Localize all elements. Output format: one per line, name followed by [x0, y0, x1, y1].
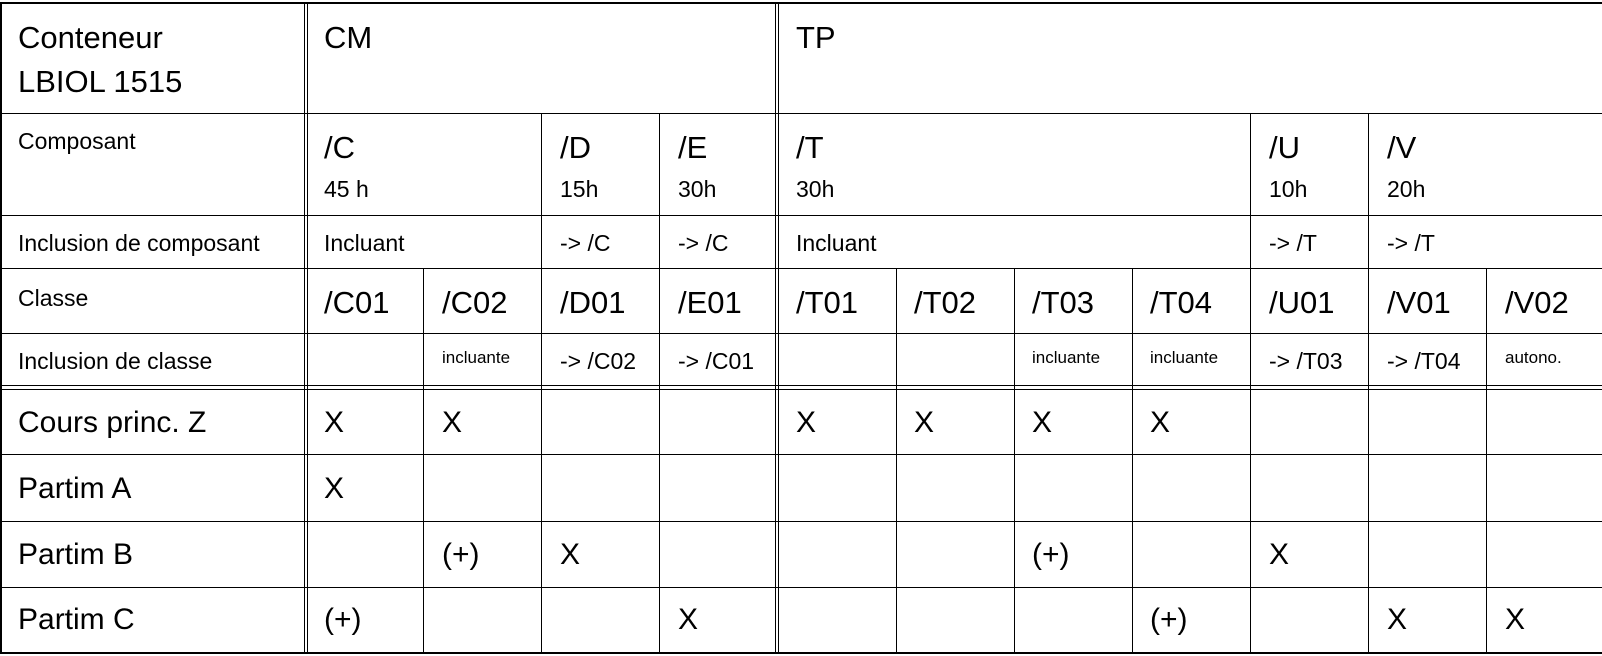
- group-tp: TP: [796, 20, 836, 55]
- inclusion-composant-label: Inclusion de composant: [18, 230, 260, 256]
- container-code: LBIOL 1515: [18, 64, 183, 99]
- grid-line: [1250, 113, 1251, 654]
- grid-line: [0, 389, 1602, 390]
- row-cell: X: [560, 538, 581, 571]
- grid-line: [304, 2, 305, 654]
- row-cell: X: [1150, 406, 1171, 439]
- classe-code: /T02: [914, 285, 977, 320]
- row-cell: X: [1387, 603, 1408, 636]
- grid-line: [0, 652, 1602, 654]
- inclusion-classe-value: incluante: [442, 348, 511, 367]
- classe-code: /T04: [1150, 285, 1213, 320]
- grid-line: [307, 2, 308, 654]
- row-cell: X: [442, 406, 463, 439]
- inclusion-composant-value: Incluant: [324, 230, 405, 256]
- grid-line: [0, 2, 1602, 4]
- row-cell: X: [324, 406, 345, 439]
- inclusion-composant-value: Incluant: [796, 230, 877, 256]
- composant-code: /T: [796, 130, 824, 165]
- grid-line: [541, 113, 542, 654]
- grid-line: [0, 521, 1602, 522]
- classe-code: /D01: [560, 285, 626, 320]
- composant-code: /V: [1387, 130, 1417, 165]
- inclusion-composant-value: -> /T: [1387, 230, 1435, 256]
- grid-line: [0, 333, 1602, 334]
- grid-line: [0, 113, 1602, 114]
- inclusion-composant-value: -> /T: [1269, 230, 1317, 256]
- group-cm: CM: [324, 20, 373, 55]
- grid-line: [778, 2, 779, 654]
- composant-code: /D: [560, 130, 591, 165]
- grid-line: [0, 2, 2, 654]
- inclusion-classe-value: -> /C01: [678, 348, 755, 374]
- grid-line: [1132, 268, 1133, 654]
- inclusion-classe-value: incluante: [1032, 348, 1101, 367]
- classe-code: /E01: [678, 285, 742, 320]
- inclusion-composant-value: -> /C: [678, 230, 729, 256]
- grid-line: [0, 215, 1602, 216]
- inclusion-classe-value: -> /T03: [1269, 348, 1343, 374]
- row-label: Cours princ. Z: [18, 406, 207, 439]
- row-cell: X: [1269, 538, 1290, 571]
- row-cell: X: [324, 472, 345, 505]
- grid-line: [0, 268, 1602, 269]
- composant-hours: 15h: [560, 176, 599, 202]
- inclusion-classe-label: Inclusion de classe: [18, 348, 213, 374]
- container-label: Conteneur: [18, 20, 163, 55]
- composant-code: /E: [678, 130, 708, 165]
- composant-hours: 45 h: [324, 176, 369, 202]
- classe-code: /C02: [442, 285, 508, 320]
- grid-line: [0, 454, 1602, 455]
- classe-label: Classe: [18, 285, 89, 311]
- composant-hours: 10h: [1269, 176, 1308, 202]
- inclusion-classe-value: autono.: [1505, 348, 1562, 367]
- row-cell: (+): [442, 538, 480, 571]
- classe-code: /T03: [1032, 285, 1095, 320]
- classe-code: /C01: [324, 285, 390, 320]
- composant-hours: 30h: [796, 176, 835, 202]
- row-cell: X: [796, 406, 817, 439]
- row-cell: X: [1032, 406, 1053, 439]
- row-cell: X: [1505, 603, 1526, 636]
- composant-code: /C: [324, 130, 355, 165]
- composant-code: /U: [1269, 130, 1300, 165]
- inclusion-classe-value: -> /T04: [1387, 348, 1461, 374]
- row-cell: X: [914, 406, 935, 439]
- grid-line: [659, 113, 660, 654]
- row-cell: X: [678, 603, 699, 636]
- composant-hours: 20h: [1387, 176, 1426, 202]
- grid-line: [1368, 113, 1369, 654]
- grid-line: [775, 2, 776, 654]
- row-cell: (+): [1032, 538, 1070, 571]
- row-label: Partim A: [18, 472, 132, 505]
- grid-line: [1486, 268, 1487, 654]
- row-cell: (+): [324, 603, 362, 636]
- row-label: Partim B: [18, 538, 134, 571]
- inclusion-classe-value: -> /C02: [560, 348, 637, 374]
- grid-line: [0, 385, 1602, 386]
- inclusion-classe-value: incluante: [1150, 348, 1219, 367]
- grid-line: [0, 587, 1602, 588]
- row-cell: (+): [1150, 603, 1188, 636]
- row-label: Partim C: [18, 603, 135, 636]
- grid-line: [896, 268, 897, 654]
- classe-code: /U01: [1269, 285, 1335, 320]
- grid-line: [423, 268, 424, 654]
- grid-line: [1014, 268, 1015, 654]
- classe-code: /V02: [1505, 285, 1569, 320]
- composant-hours: 30h: [678, 176, 717, 202]
- composant-label: Composant: [18, 128, 136, 154]
- classe-code: /T01: [796, 285, 859, 320]
- classe-code: /V01: [1387, 285, 1451, 320]
- inclusion-composant-value: -> /C: [560, 230, 611, 256]
